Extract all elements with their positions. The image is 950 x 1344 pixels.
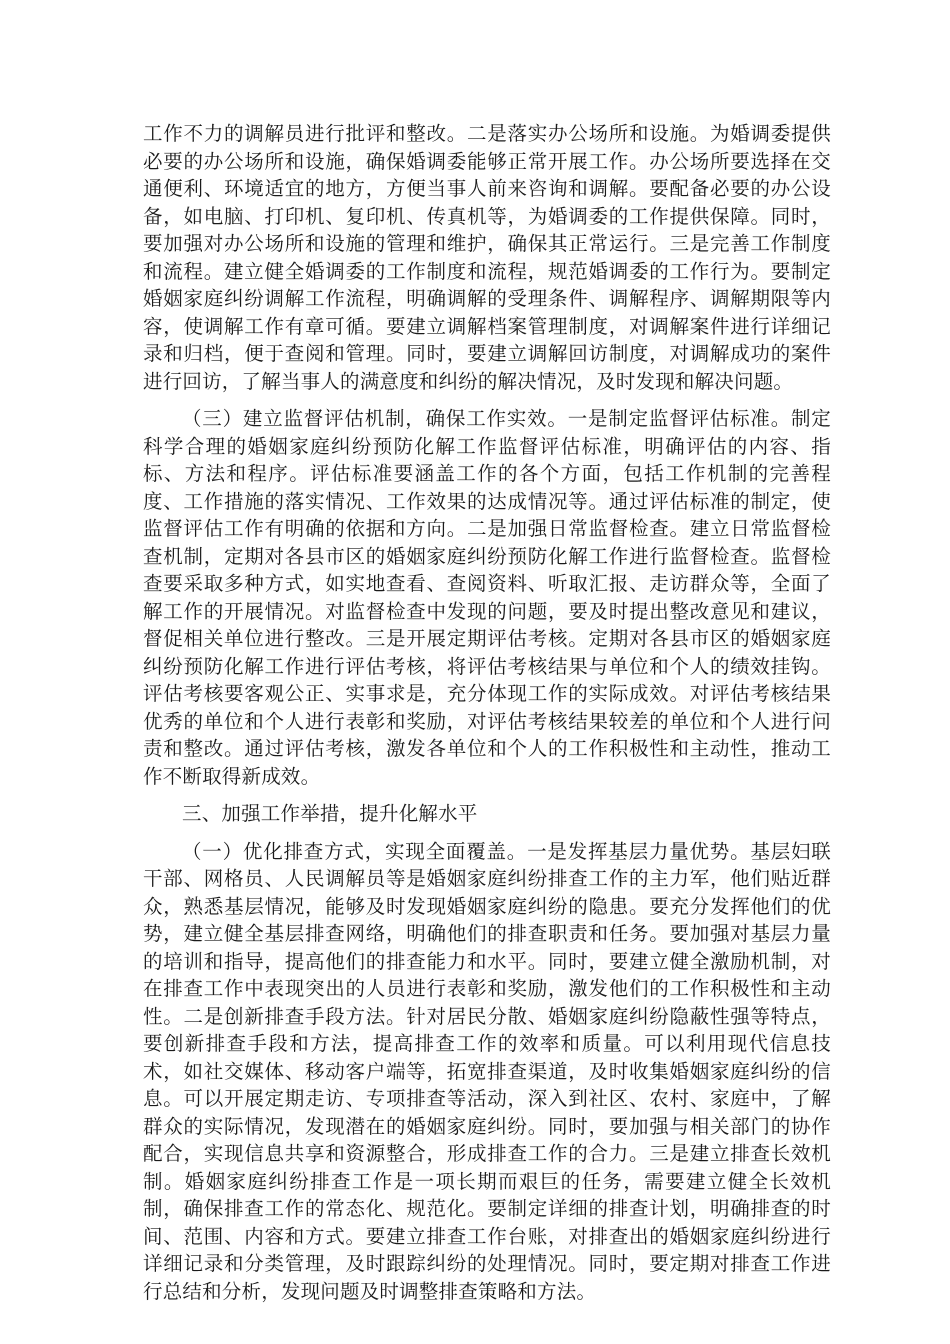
- paragraph-section-1: （一）优化排查方式，实现全面覆盖。一是发挥基层力量优势。基层妇联干部、网格员、人民调解员等是婚姻家庭纠纷排查工作的主力军，他们贴近群众，熟悉基层情况，能够及时发现婚姻家庭纠纷的隐患。要充分发挥他们的优势，建立健全基层排查网络，明确他们的排查职责和任务。要加强对基层力量的培训和指导，提高他们的排查能力和水平。同时，要建立健全激励机制，对在排查工作中表现突出的人员进行表彰和奖励，激发他们的工作积极性和主动性。二是创新排查手段方法。针对居民分散、婚姻家庭纠纷隐蔽性强等特点，要创新排查手段和方法，提高排查工作的效率和质量。可以利用现代信息技术，如社交媒体、移动客户端等，拓宽排查渠道，及时收集婚姻家庭纠纷的信息。可以开展定期走访、专项排查等活动，深入到社区、农村、家庭中，了解群众的实际情况，发现潜在的婚姻家庭纠纷。同时，要加强与相关部门的协作配合，实现信息共享和资源整合，形成排查工作的合力。三是建立排查长效机制。婚姻家庭纠纷排查工作是一项长期而艰巨的任务，需要建立健全长效机制，确保排查工作的常态化、规范化。要制定详细的排查计划，明确排查的时间、范围、内容和方式。要建立排查工作台账，对排查出的婚姻家庭纠纷进行详细记录和分类管理，及时跟踪纠纷的处理情况。同时，要定期对排查工作进行总结和分析，发现问题及时调整排查策略和方法。: [143, 839, 831, 1303]
- section-heading: 三、加强工作举措，提升化解水平: [182, 802, 478, 825]
- document-body: [143, 120, 831, 1315]
- paragraph-section-3: （三）建立监督评估机制，确保工作实效。一是制定监督评估标准。制定科学合理的婚姻家庭纠纷预防化解工作监督评估标准，明确评估的内容、指标、方法和程序。评估标准要涵盖工作的各个方面，包括工作机制的完善程度、工作措施的落实情况、工作效果的达成情况等。通过评估标准的制定，使监督评估工作有明确的依据和方向。二是加强日常监督检查。建立日常监督检查机制，定期对各县市区的婚姻家庭纠纷预防化解工作进行监督检查。监督检查要采取多种方式，如实地查看、查阅资料、听取汇报、走访群众等，全面了解工作的开展情况。对监督检查中发现的问题，要及时提出整改意见和建议，督促相关单位进行整改。三是开展定期评估考核。定期对各县市区的婚姻家庭纠纷预防化解工作进行评估考核，将评估考核结果与单位和个人的绩效挂钩。评估考核要客观公正、实事求是，充分体现工作的实际成效。对评估考核结果优秀的单位和个人进行表彰和奖励，对评估考核结果较差的单位和个人进行问责和整改。通过评估考核，激发各单位和个人的工作积极性和主动性，推动工作不断取得新成效。: [143, 407, 831, 788]
- paragraph-continuation: 工作不力的调解员进行批评和整改。二是落实办公场所和设施。为婚调委提供必要的办公场所和设施，确保婚调委能够正常开展工作。办公场所要选择在交通便利、环境适宜的地方，方便当事人前来咨询和调解。要配备必要的办公设备，如电脑、打印机、复印机、传真机等，为婚调委的工作提供保障。同时，要加强对办公场所和设施的管理和维护，确保其正常运行。三是完善工作制度和流程。建立健全婚调委的工作制度和流程，规范婚调委的工作行为。要制定婚姻家庭纠纷调解工作流程，明确调解的受理条件、调解程序、调解期限等内容，使调解工作有章可循。要建立调解档案管理制度，对调解案件进行详细记录和归档，便于查阅和管理。同时，要建立调解回访制度，对调解成功的案件进行回访，了解当事人的满意度和纠纷的解决情况，及时发现和解决问题。: [143, 122, 831, 393]
